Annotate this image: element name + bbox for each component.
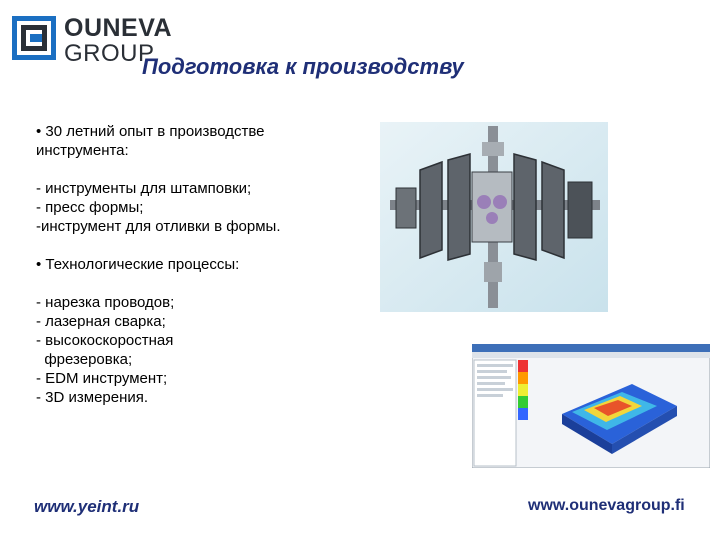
footer-url-ouneva[interactable]: www.ounevagroup.fi <box>528 497 685 514</box>
process-item: - EDM инструмент; <box>36 370 168 387</box>
bullet-experience: • 30 летний опыт в производстве <box>36 123 265 140</box>
process-item: - нарезка проводов; <box>36 294 175 311</box>
cad-software-screenshot <box>472 344 710 468</box>
process-item: фрезеровка; <box>36 351 133 368</box>
process-item: - 3D измерения. <box>36 389 149 406</box>
tool-item: - пресс формы; <box>36 199 144 216</box>
footer-url-yeint[interactable]: www.yeint.ru <box>34 497 140 516</box>
slide-title: Подготовка к производству <box>142 54 464 79</box>
content-text <box>36 122 366 407</box>
tool-item: - инструменты для штамповки; <box>36 180 252 197</box>
bullet-experience-cont: инструмента: <box>36 142 129 159</box>
ouneva-logo-icon <box>12 16 56 60</box>
logo-text-group: GROUP <box>64 40 155 67</box>
mould-tool-image <box>380 122 608 312</box>
logo-text-ouneva: OUNEVA <box>64 14 173 42</box>
process-item: - лазерная сварка; <box>36 313 166 330</box>
tool-item: -инструмент для отливки в формы. <box>36 218 281 235</box>
bullet-processes: • Технологические процессы: <box>36 256 240 273</box>
process-item: - высокоскоростная <box>36 332 174 349</box>
